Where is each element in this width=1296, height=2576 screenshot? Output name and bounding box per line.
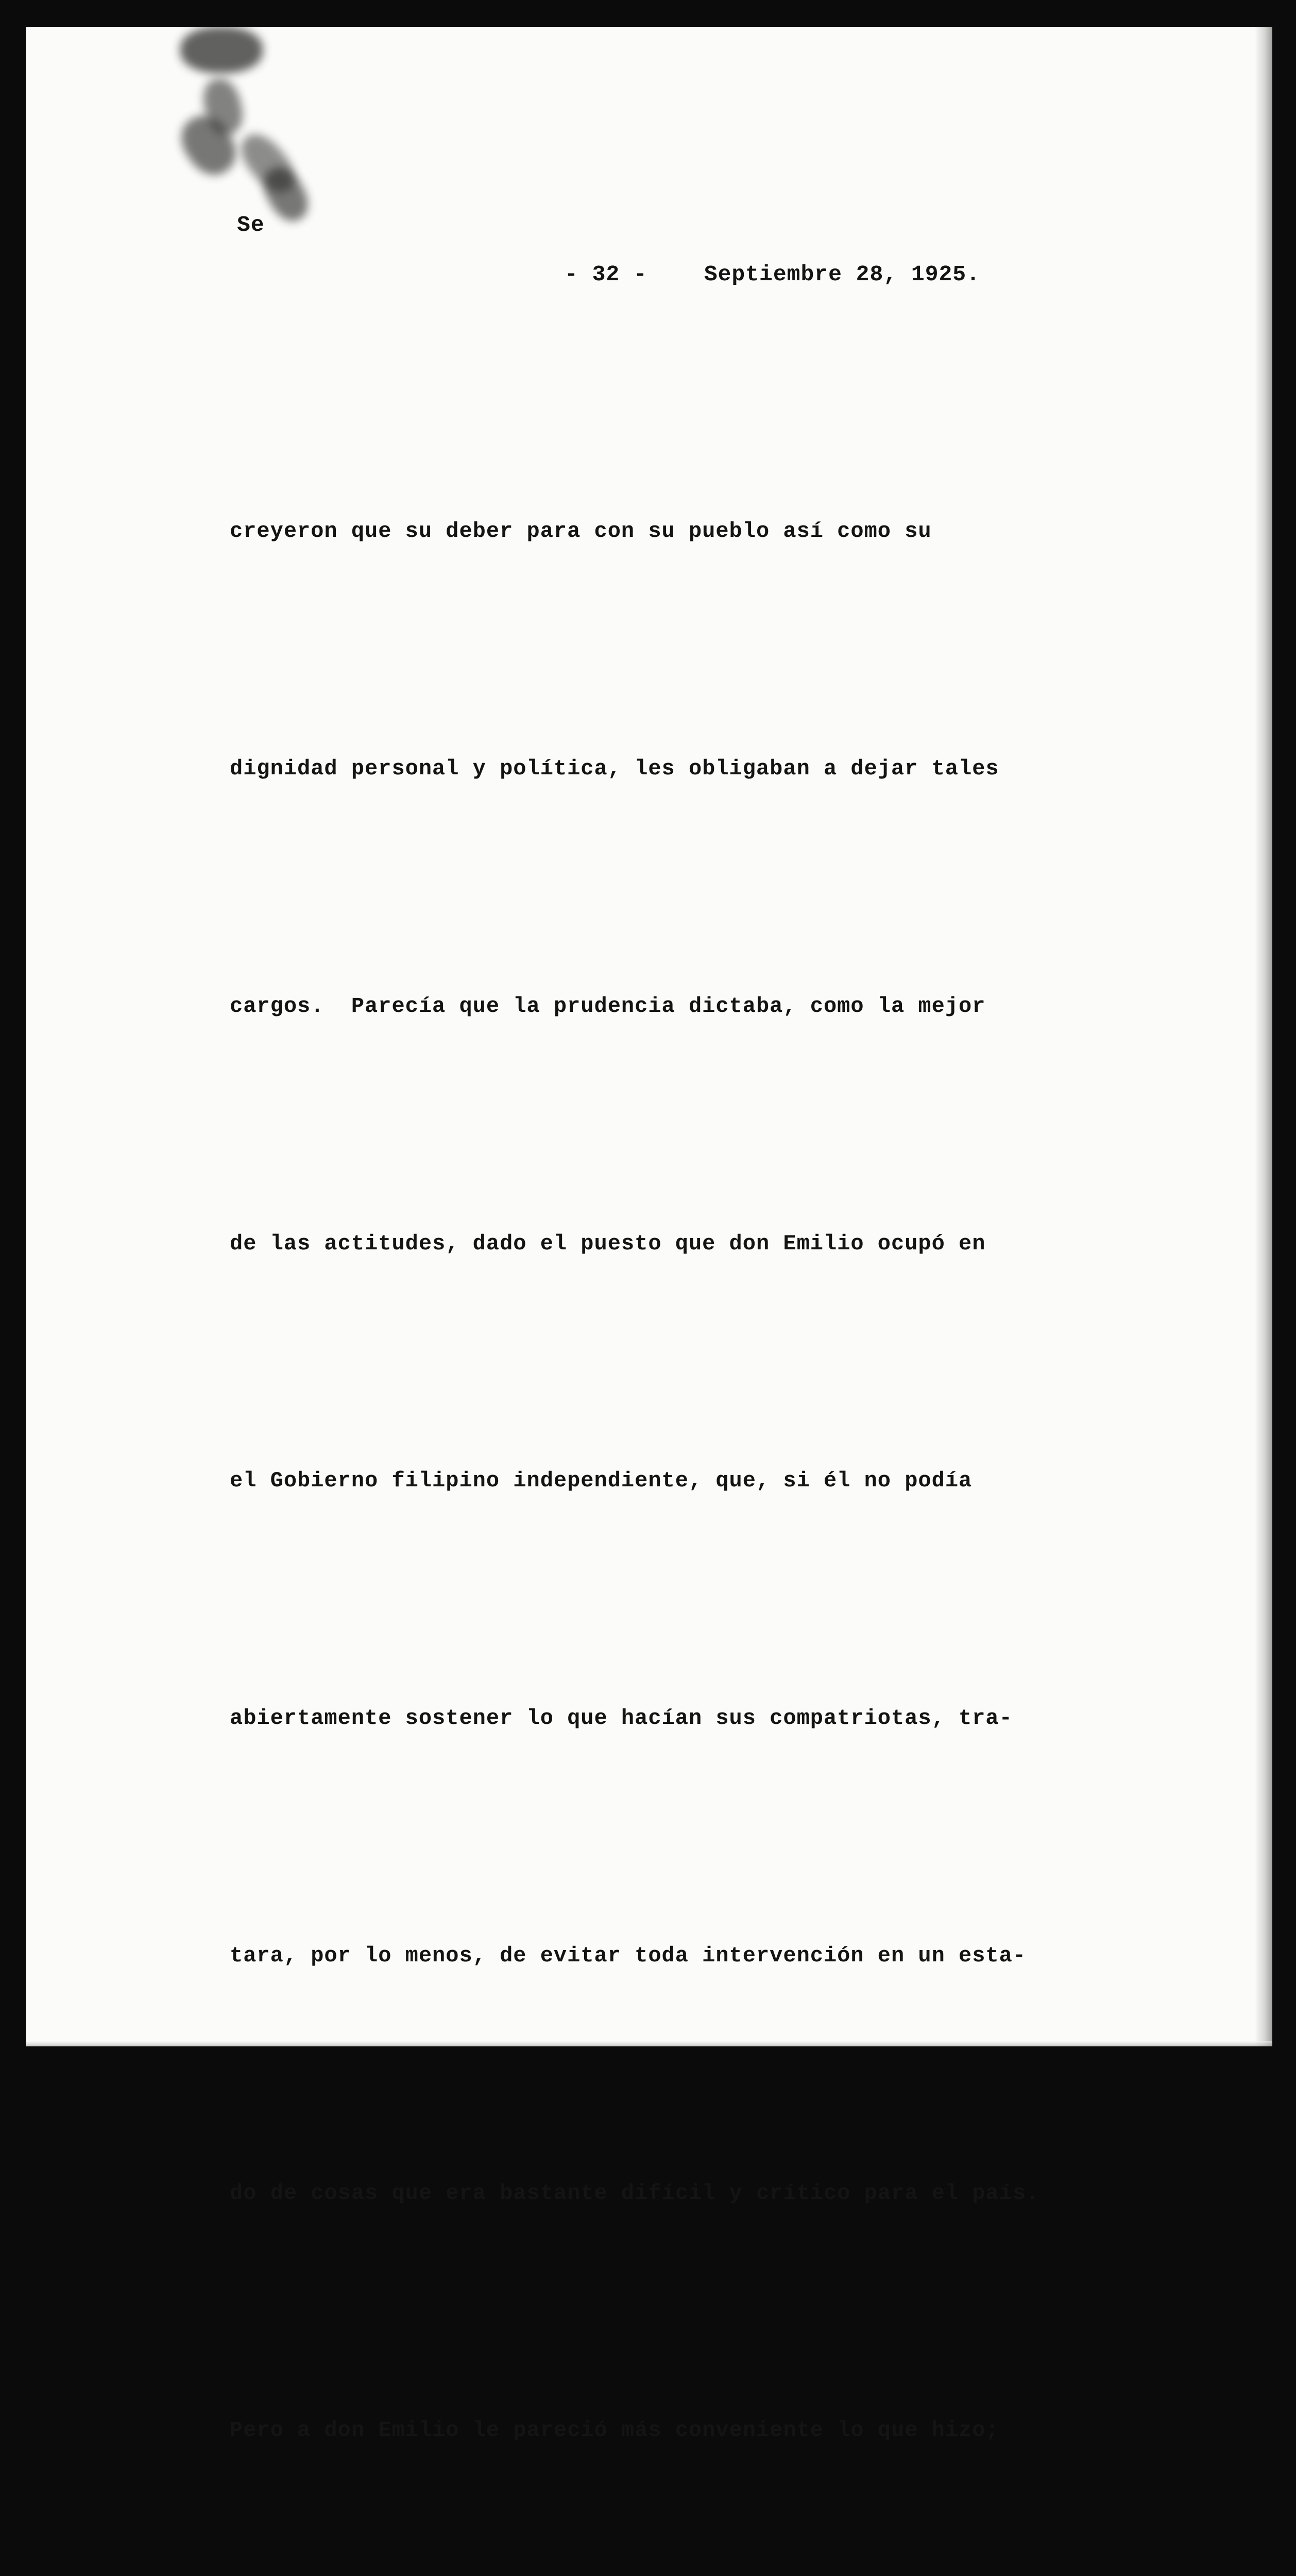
- text-line: dignidad personal y política, les obligaban a dejar tales: [230, 756, 999, 781]
- top-left-word: Se: [237, 212, 265, 238]
- page-header: [565, 262, 980, 287]
- text-line: cargos. Parecía que la prudencia dictaba, como la mejor: [230, 993, 986, 1019]
- page-edge-shadow: [1255, 27, 1272, 2046]
- document-body: [230, 334, 1067, 2576]
- text-line: tara, por lo menos, de evitar toda intervención en un esta-: [230, 1943, 1027, 1968]
- text-line: Pero a don Emilio le pareció más conveniente lo que hizo;: [230, 2418, 999, 2443]
- ink-smudge: [180, 27, 263, 73]
- text-line: abiertamente sostener lo que hacían sus compatriotas, tra-: [230, 1706, 1013, 1731]
- text-line: el Gobierno filipino independiente, que, si él no podía: [230, 1468, 973, 1494]
- page-number: - 32 -: [565, 262, 647, 287]
- text-line: de las actitudes, dado el puesto que don Emilio ocupó en: [230, 1231, 986, 1256]
- text-line: do de cosas que era bastante difícil y crítico para el país.: [230, 2180, 1040, 2206]
- document-date: Septiembre 28, 1925.: [704, 262, 980, 287]
- text-line: creyeron que su deber para con su pueblo así como su: [230, 519, 932, 544]
